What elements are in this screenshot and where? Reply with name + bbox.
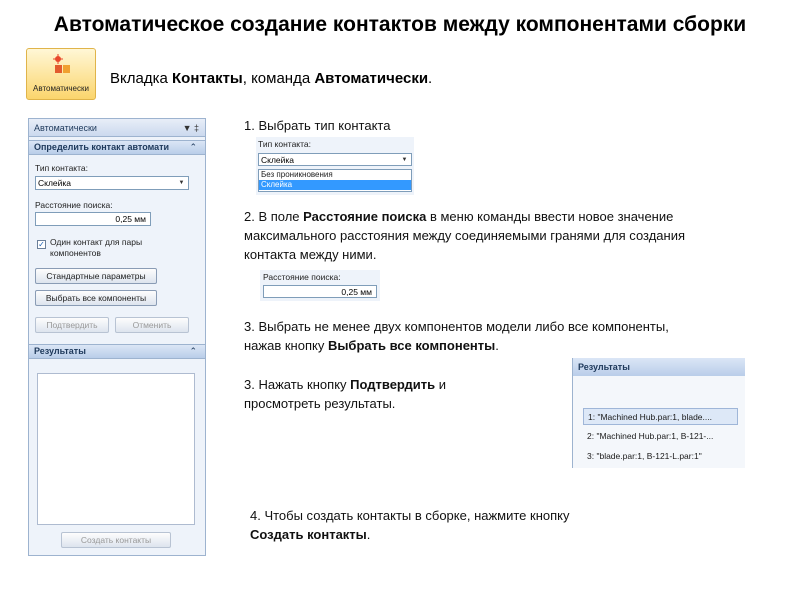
section-define-contact[interactable]: Определить контакт автомати ⌃ [29, 140, 205, 155]
standard-params-button[interactable]: Стандартные параметры [35, 268, 157, 284]
section-results[interactable]: Результаты ⌃ [29, 344, 205, 359]
results-list[interactable] [37, 373, 195, 525]
step-1-text: 1. Выбрать тип контакта [244, 118, 391, 133]
panel-title: Автоматически [34, 123, 97, 133]
step-3-confirm-text: 3. Нажать кнопку Подтвердить и просмотреть результаты. [244, 377, 447, 411]
confirm-button[interactable]: Подтвердить [35, 317, 109, 333]
example-search-distance [260, 270, 380, 301]
example-contact-type-select[interactable]: Склейка ▼ [258, 153, 412, 166]
step-3-select-text: 3. Выбрать не менее двух компонентов модели либо все компоненты, нажав кнопку Выбрать все компоненты. [244, 319, 669, 353]
step-2-text: 2. В поле Расстояние поиска в меню команды ввести новое значение максимального расстояния между соединяемыми гранями для создания контакта между ними. [244, 209, 686, 262]
example-contact-type [256, 137, 414, 195]
step-4-text: 4. Чтобы создать контакты в сборке, нажмите кнопку Создать контакты. [250, 508, 570, 542]
slide-title: Автоматическое создание контактов между компонентами сборки [53, 13, 747, 36]
result-row[interactable]: 1: "Machined Hub.par:1, blade.... [583, 408, 738, 425]
example-contact-type-label: Тип контакта: [258, 139, 311, 149]
result-row[interactable]: 2: "Machined Hub.par:1, B-121-... [587, 431, 714, 441]
auto-contacts-panel [28, 118, 206, 556]
one-contact-label: Один контакт для пары компонентов [50, 237, 143, 258]
subtitle: Вкладка Контакты, команда Автоматически. [110, 70, 433, 87]
example-results-header: Результаты [573, 358, 745, 376]
example-results-panel [572, 358, 745, 468]
cancel-button[interactable]: Отменить [115, 317, 189, 333]
ribbon-auto-button[interactable] [26, 48, 96, 100]
panel-header-buttons[interactable]: ▼ ‡ [182, 123, 199, 133]
select-all-components-button[interactable]: Выбрать все компоненты [35, 290, 157, 306]
chevron-down-icon[interactable]: ▼ [178, 180, 185, 186]
dropdown-option[interactable]: Без проникновения [261, 170, 333, 179]
example-search-distance-label: Расстояние поиска: [263, 272, 341, 282]
command-name: Автоматически [314, 70, 429, 87]
search-distance-label: Расстояние поиска: [35, 200, 113, 210]
auto-contacts-icon [52, 54, 72, 76]
contact-type-select[interactable]: Склейка ▼ [35, 176, 189, 190]
contact-type-dropdown-list[interactable] [258, 169, 412, 192]
contact-type-label: Тип контакта: [35, 163, 88, 173]
one-contact-checkbox[interactable]: ✓ [38, 240, 45, 249]
result-row[interactable]: 3: "blade.par:1, B-121-L.par:1" [587, 451, 702, 461]
search-distance-input[interactable]: 0,25 мм [35, 212, 151, 226]
example-search-distance-input[interactable]: 0,25 мм [263, 285, 377, 298]
create-contacts-button[interactable]: Создать контакты [61, 532, 171, 548]
collapse-chevron-icon[interactable]: ⌃ [189, 346, 197, 356]
panel-header [29, 119, 205, 137]
chevron-down-icon[interactable]: ▼ [401, 157, 408, 163]
dropdown-option-selected[interactable]: Склейка [259, 180, 411, 190]
tab-name: Контакты [172, 70, 243, 87]
collapse-chevron-icon[interactable]: ⌃ [189, 142, 197, 152]
ribbon-auto-label: Автоматически [33, 84, 89, 93]
